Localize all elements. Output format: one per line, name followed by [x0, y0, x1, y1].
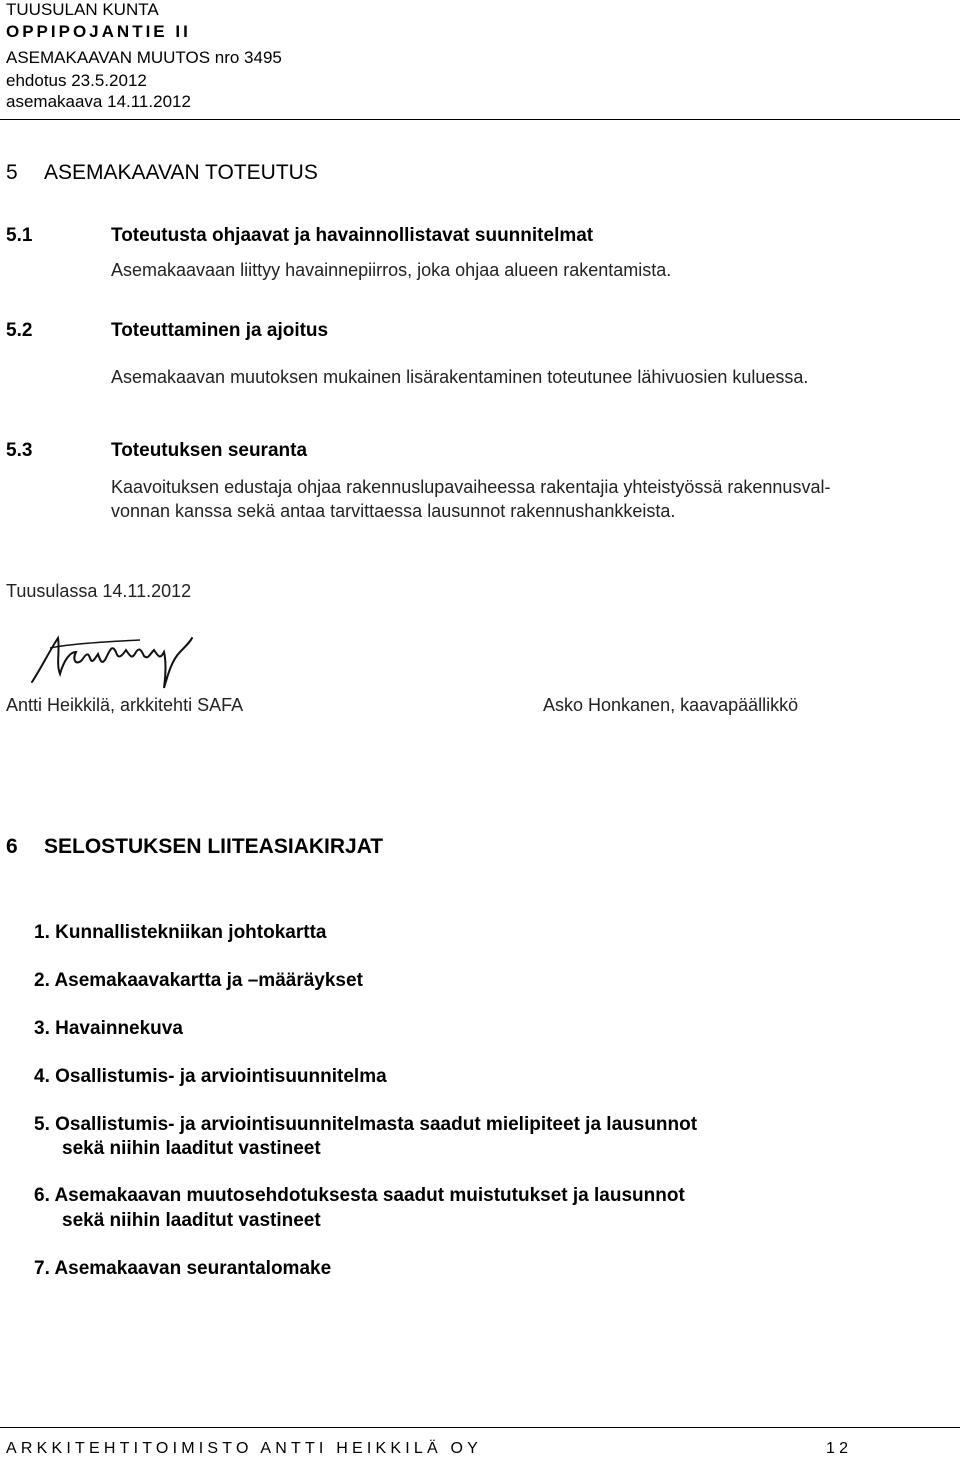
header-municipality: TUUSULAN KUNTA	[6, 0, 159, 19]
list-item-6	[34, 1185, 685, 1207]
signer-right: Asko Honkanen, kaavapäällikkö	[543, 695, 799, 715]
list-item-text: Asemakaavan seurantalomake	[54, 1258, 332, 1279]
list-item-text: Kunnallistekniikan johtokartta	[55, 922, 327, 943]
header-plan-change: ASEMAKAAVAN MUUTOS nro 3495	[6, 48, 282, 67]
section5-3-title: Toteutuksen seuranta	[111, 440, 308, 461]
list-item-number: 2.	[34, 970, 50, 991]
list-item-5	[34, 1114, 697, 1136]
signer-left: Antti Heikkilä, arkkitehti SAFA	[6, 695, 244, 715]
list-item-text: Asemakaavan muutosehdotuksesta saadut muistutukset ja lausunnot	[54, 1185, 685, 1206]
list-item-text: Havainnekuva	[55, 1018, 183, 1039]
list-item-6-line2: sekä niihin laaditut vastineet	[62, 1210, 321, 1231]
footer-page-number: 12	[826, 1440, 853, 1457]
section6-title: SELOSTUKSEN LIITEASIAKIRJAT	[44, 835, 384, 858]
section5-2-title: Toteuttaminen ja ajoitus	[111, 320, 329, 341]
list-item-number: 1.	[34, 922, 50, 943]
section5-3-text-line2: vonnan kanssa sekä antaa tarvittaessa lausunnot rakennushankkeista.	[111, 501, 676, 521]
section5-1-title: Toteutusta ohjaavat ja havainnollistavat suunnitelmat	[111, 225, 594, 246]
section6-number: 6	[6, 835, 18, 858]
section5-1-text: Asemakaavaan liittyy havainnepiirros, joka ohjaa alueen rakentamista.	[111, 260, 672, 280]
list-item-4	[34, 1066, 387, 1088]
section5-1-number: 5.1	[6, 225, 33, 246]
footer-office: ARKKITEHTITOIMISTO ANTTI HEIKKILÄ OY	[6, 1440, 483, 1457]
header-proposal-date: ehdotus 23.5.2012	[6, 71, 147, 90]
list-item-text: Asemakaavakartta ja –määräykset	[54, 970, 363, 991]
list-item-3	[34, 1018, 183, 1040]
list-item-number: 3.	[34, 1018, 50, 1039]
footer-rule	[0, 1427, 960, 1428]
list-item-7	[34, 1258, 331, 1280]
header-project: OPPIPOJANTIE II	[6, 22, 191, 41]
section5-3-text-line1: Kaavoituksen edustaja ohjaa rakennuslupavaiheessa rakentajia yhteistyössä rakennusval-	[111, 477, 831, 497]
section5-title: ASEMAKAAVAN TOTEUTUS	[44, 161, 318, 184]
list-item-1	[34, 922, 326, 944]
list-item-number: 7.	[34, 1258, 50, 1279]
section5-2-number: 5.2	[6, 320, 33, 341]
section5-2-text: Asemakaavan muutoksen mukainen lisärakentaminen toteutunee lähivuosien kuluessa.	[111, 367, 809, 387]
signature-image	[30, 630, 200, 692]
section5-number: 5	[6, 161, 18, 184]
list-item-2	[34, 970, 363, 992]
list-item-text: Osallistumis- ja arviointisuunnitelmasta saadut mielipiteet ja lausunnot	[55, 1114, 698, 1135]
header-rule	[0, 119, 960, 120]
list-item-text: Osallistumis- ja arviointisuunnitelma	[55, 1066, 387, 1087]
place-date: Tuusulassa 14.11.2012	[6, 581, 192, 601]
list-item-number: 5.	[34, 1114, 50, 1135]
list-item-5-line2: sekä niihin laaditut vastineet	[62, 1138, 321, 1159]
list-item-number: 6.	[34, 1185, 50, 1206]
section5-3-number: 5.3	[6, 440, 33, 461]
header-plan-date: asemakaava 14.11.2012	[6, 92, 191, 111]
list-item-number: 4.	[34, 1066, 50, 1087]
